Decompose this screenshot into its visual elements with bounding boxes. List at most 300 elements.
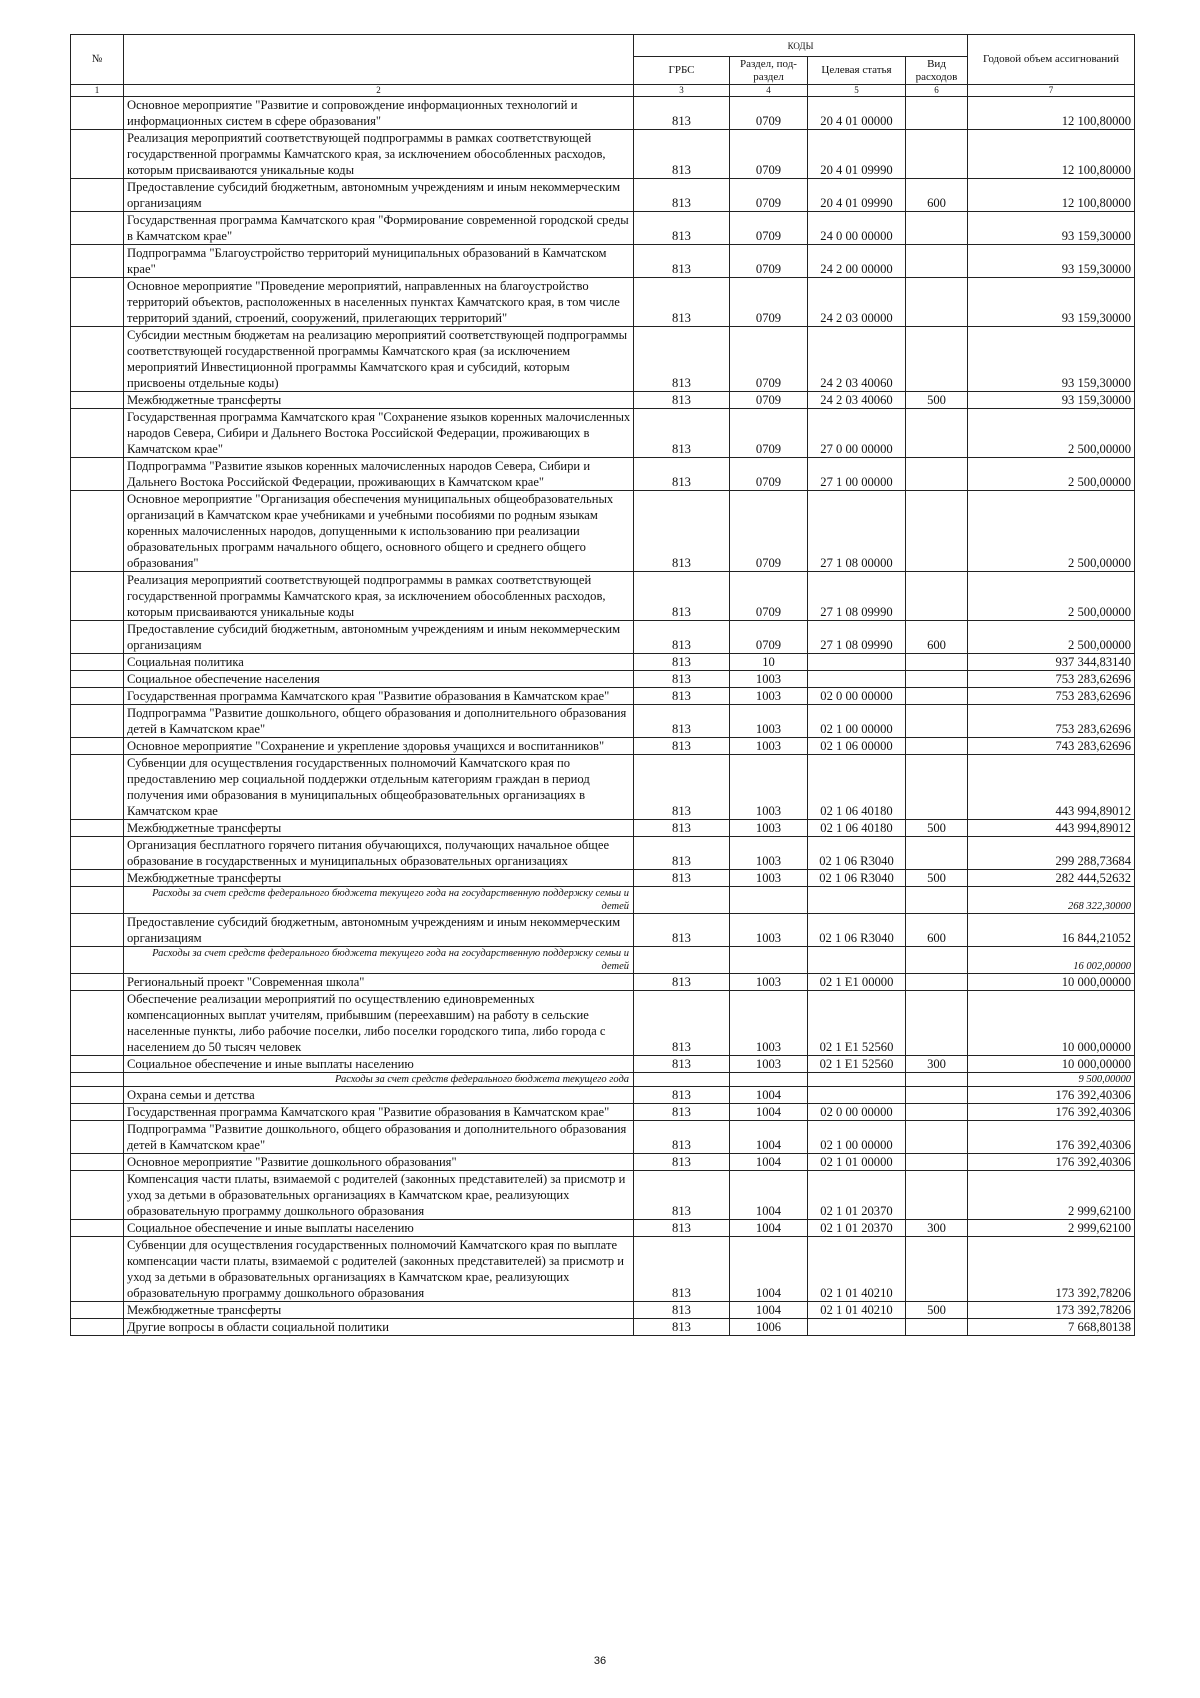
row-vid: 300 <box>906 1220 968 1237</box>
table-row <box>71 755 1135 820</box>
row-vid <box>906 1087 968 1104</box>
table-row <box>71 179 1135 212</box>
row-vid <box>906 738 968 755</box>
row-grbs: 813 <box>634 755 730 820</box>
row-number <box>71 97 124 130</box>
row-razdel: 10 <box>730 654 808 671</box>
table-header <box>71 35 1135 97</box>
row-description: Расходы за счет средств федерального бюджета текущего года на государственную поддержку семьи и детей <box>124 887 634 914</box>
row-razdel: 0709 <box>730 245 808 278</box>
row-vid <box>906 1171 968 1220</box>
row-description: Межбюджетные трансферты <box>124 820 634 837</box>
row-amount: 2 500,00000 <box>968 572 1135 621</box>
row-number <box>71 820 124 837</box>
row-grbs: 813 <box>634 974 730 991</box>
row-statya: 02 1 06 R3040 <box>808 837 906 870</box>
table-row <box>71 870 1135 887</box>
table-row <box>71 654 1135 671</box>
row-statya: 02 1 E1 52560 <box>808 1056 906 1073</box>
row-description: Социальное обеспечение и иные выплаты населению <box>124 1220 634 1237</box>
row-statya: 20 4 01 09990 <box>808 130 906 179</box>
row-grbs: 813 <box>634 1087 730 1104</box>
row-statya: 02 1 06 40180 <box>808 755 906 820</box>
row-grbs: 813 <box>634 1104 730 1121</box>
row-statya <box>808 1319 906 1336</box>
row-amount: 93 159,30000 <box>968 245 1135 278</box>
table-row <box>71 97 1135 130</box>
table-row <box>71 1121 1135 1154</box>
row-razdel: 1004 <box>730 1220 808 1237</box>
row-description: Подпрограмма "Развитие языков коренных малочисленных народов Севера, Сибири и Дальнего Востока Российской Федерации, проживающих в Камчатском крае" <box>124 458 634 491</box>
row-statya: 02 1 01 00000 <box>808 1154 906 1171</box>
row-statya: 02 1 06 40180 <box>808 820 906 837</box>
row-razdel <box>730 947 808 974</box>
header-codes: КОДЫ <box>634 35 968 57</box>
row-description: Социальная политика <box>124 654 634 671</box>
row-statya: 27 1 08 09990 <box>808 572 906 621</box>
row-statya <box>808 887 906 914</box>
row-vid <box>906 688 968 705</box>
row-razdel: 1003 <box>730 705 808 738</box>
row-amount: 176 392,40306 <box>968 1121 1135 1154</box>
row-vid <box>906 212 968 245</box>
row-grbs: 813 <box>634 1302 730 1319</box>
row-number <box>71 1154 124 1171</box>
row-amount: 173 392,78206 <box>968 1237 1135 1302</box>
row-number <box>71 1121 124 1154</box>
row-statya: 02 1 01 40210 <box>808 1302 906 1319</box>
col-num-4: 4 <box>730 85 808 97</box>
row-vid: 600 <box>906 621 968 654</box>
row-description: Основное мероприятие "Развитие и сопровождение информационных технологий и информационных систем в сфере образования" <box>124 97 634 130</box>
row-number <box>71 688 124 705</box>
row-grbs: 813 <box>634 914 730 947</box>
row-grbs: 813 <box>634 1154 730 1171</box>
row-grbs: 813 <box>634 837 730 870</box>
row-description: Реализация мероприятий соответствующей подпрограммы в рамках соответствующей государственной программы Камчатского края, за исключением обособленных расходов, которым присваиваются уникальные коды <box>124 572 634 621</box>
row-razdel: 1003 <box>730 1056 808 1073</box>
row-grbs: 813 <box>634 621 730 654</box>
row-vid <box>906 245 968 278</box>
row-statya: 02 1 01 20370 <box>808 1220 906 1237</box>
row-description: Субвенции для осуществления государственных полномочий Камчатского края по выплате компенсации части платы, взимаемой с родителей (законных представителей) за присмотр и уход за детьми в образовательных организациях в Камчатском крае, реализующих образовательную программу дошкольного образования <box>124 1237 634 1302</box>
row-razdel: 1003 <box>730 671 808 688</box>
row-razdel: 0709 <box>730 458 808 491</box>
row-number <box>71 991 124 1056</box>
row-number <box>71 572 124 621</box>
row-vid <box>906 991 968 1056</box>
table-note-row <box>71 1073 1135 1087</box>
table-row <box>71 409 1135 458</box>
row-amount: 10 000,00000 <box>968 1056 1135 1073</box>
row-grbs <box>634 1073 730 1087</box>
table-row <box>71 1319 1135 1336</box>
row-amount: 268 322,30000 <box>968 887 1135 914</box>
row-vid <box>906 947 968 974</box>
row-number <box>71 278 124 327</box>
row-number <box>71 1237 124 1302</box>
row-grbs: 813 <box>634 97 730 130</box>
row-razdel: 1003 <box>730 974 808 991</box>
row-vid <box>906 1237 968 1302</box>
row-number <box>71 458 124 491</box>
row-number <box>71 705 124 738</box>
row-number <box>71 327 124 392</box>
row-razdel: 0709 <box>730 409 808 458</box>
row-statya <box>808 654 906 671</box>
row-statya: 02 1 06 00000 <box>808 738 906 755</box>
row-razdel: 0709 <box>730 278 808 327</box>
row-vid <box>906 1104 968 1121</box>
row-vid: 600 <box>906 914 968 947</box>
row-vid <box>906 1073 968 1087</box>
row-amount: 12 100,80000 <box>968 97 1135 130</box>
row-number <box>71 671 124 688</box>
row-vid <box>906 837 968 870</box>
row-statya: 24 2 03 40060 <box>808 327 906 392</box>
row-statya: 20 4 01 09990 <box>808 179 906 212</box>
row-grbs: 813 <box>634 212 730 245</box>
row-vid <box>906 130 968 179</box>
row-number <box>71 887 124 914</box>
row-vid <box>906 887 968 914</box>
row-description: Субвенции для осуществления государственных полномочий Камчатского края по предоставлению мер социальной поддержки отдельным категориям граждан в период получения ими образования в муниципальных общеобразовательных организациях в Камчатском крае <box>124 755 634 820</box>
row-grbs: 813 <box>634 671 730 688</box>
row-description: Основное мероприятие "Проведение мероприятий, направленных на благоустройство территорий объектов, расположенных в населенных пунктах Камчатского края, в том числе территорий зданий, строений, сооружений, прилегающих территорий" <box>124 278 634 327</box>
row-vid <box>906 705 968 738</box>
table-row <box>71 837 1135 870</box>
row-number <box>71 409 124 458</box>
row-razdel: 0709 <box>730 572 808 621</box>
row-vid <box>906 491 968 572</box>
row-vid: 500 <box>906 870 968 887</box>
row-amount: 12 100,80000 <box>968 179 1135 212</box>
table-row <box>71 1237 1135 1302</box>
row-statya: 02 1 00 00000 <box>808 705 906 738</box>
row-vid <box>906 327 968 392</box>
row-statya: 02 1 00 00000 <box>808 1121 906 1154</box>
row-number <box>71 179 124 212</box>
row-statya: 02 1 06 R3040 <box>808 914 906 947</box>
row-grbs: 813 <box>634 738 730 755</box>
row-statya: 02 1 01 20370 <box>808 1171 906 1220</box>
row-vid: 500 <box>906 1302 968 1319</box>
row-amount: 2 999,62100 <box>968 1220 1135 1237</box>
row-razdel <box>730 887 808 914</box>
row-description: Государственная программа Камчатского края "Развитие образования в Камчатском крае" <box>124 1104 634 1121</box>
row-description: Организация бесплатного горячего питания обучающихся, получающих начальное общее образование в государственных и муниципальных образовательных организациях <box>124 837 634 870</box>
row-description: Основное мероприятие "Организация обеспечения муниципальных общеобразовательных организаций в Камчатском крае учебниками и учебными пособиями по родным языкам коренных малочисленных народов, допущенными к использованию при реализации образовательных программ начального общего, основного общего и среднего общего образования" <box>124 491 634 572</box>
row-description: Расходы за счет средств федерального бюджета текущего года <box>124 1073 634 1087</box>
table-row <box>71 212 1135 245</box>
table-row <box>71 974 1135 991</box>
row-number <box>71 392 124 409</box>
row-description: Государственная программа Камчатского края "Формирование современной городской среды в Камчатском крае" <box>124 212 634 245</box>
table-row <box>71 671 1135 688</box>
row-description: Реализация мероприятий соответствующей подпрограммы в рамках соответствующей государственной программы Камчатского края, за исключением обособленных расходов, которым присваиваются уникальные коды <box>124 130 634 179</box>
row-grbs: 813 <box>634 327 730 392</box>
row-razdel: 1006 <box>730 1319 808 1336</box>
row-statya: 20 4 01 00000 <box>808 97 906 130</box>
row-grbs: 813 <box>634 654 730 671</box>
table-row <box>71 458 1135 491</box>
row-amount: 2 500,00000 <box>968 621 1135 654</box>
row-description: Другие вопросы в области социальной политики <box>124 1319 634 1336</box>
row-number <box>71 1220 124 1237</box>
row-vid <box>906 974 968 991</box>
row-description: Предоставление субсидий бюджетным, автономным учреждениям и иным некоммерческим организациям <box>124 179 634 212</box>
row-amount: 10 000,00000 <box>968 974 1135 991</box>
row-description: Расходы за счет средств федерального бюджета текущего года на государственную поддержку семьи и детей <box>124 947 634 974</box>
row-amount: 93 159,30000 <box>968 327 1135 392</box>
header-name <box>124 35 634 85</box>
table-row <box>71 991 1135 1056</box>
row-number <box>71 1171 124 1220</box>
row-description: Социальное обеспечение населения <box>124 671 634 688</box>
row-razdel: 1003 <box>730 820 808 837</box>
table-row <box>71 245 1135 278</box>
row-razdel: 0709 <box>730 327 808 392</box>
row-grbs: 813 <box>634 1056 730 1073</box>
row-vid <box>906 671 968 688</box>
row-grbs: 813 <box>634 130 730 179</box>
row-number <box>71 837 124 870</box>
row-razdel: 1003 <box>730 837 808 870</box>
row-number <box>71 491 124 572</box>
budget-table <box>70 34 1135 1336</box>
row-amount: 443 994,89012 <box>968 820 1135 837</box>
header-statya: Целевая статья <box>808 57 906 85</box>
row-statya: 02 1 06 R3040 <box>808 870 906 887</box>
header-razdel: Раздел, под-раздел <box>730 57 808 85</box>
row-description: Социальное обеспечение и иные выплаты населению <box>124 1056 634 1073</box>
row-vid <box>906 458 968 491</box>
row-razdel: 1003 <box>730 914 808 947</box>
row-statya: 27 1 00 00000 <box>808 458 906 491</box>
row-vid <box>906 572 968 621</box>
row-vid <box>906 654 968 671</box>
row-amount: 7 668,80138 <box>968 1319 1135 1336</box>
table-row <box>71 1220 1135 1237</box>
row-amount: 93 159,30000 <box>968 278 1135 327</box>
row-description: Межбюджетные трансферты <box>124 1302 634 1319</box>
row-amount: 743 283,62696 <box>968 738 1135 755</box>
table-row <box>71 1087 1135 1104</box>
row-amount: 12 100,80000 <box>968 130 1135 179</box>
col-num-6: 6 <box>906 85 968 97</box>
row-description: Предоставление субсидий бюджетным, автономным учреждениям и иным некоммерческим организациям <box>124 621 634 654</box>
col-num-3: 3 <box>634 85 730 97</box>
row-number <box>71 1087 124 1104</box>
row-grbs: 813 <box>634 572 730 621</box>
col-num-7: 7 <box>968 85 1135 97</box>
row-grbs: 813 <box>634 820 730 837</box>
row-amount: 2 999,62100 <box>968 1171 1135 1220</box>
row-razdel: 1003 <box>730 991 808 1056</box>
row-grbs: 813 <box>634 392 730 409</box>
row-number <box>71 870 124 887</box>
row-number <box>71 1056 124 1073</box>
row-statya: 24 0 00 00000 <box>808 212 906 245</box>
row-grbs: 813 <box>634 1319 730 1336</box>
row-number <box>71 1104 124 1121</box>
row-description: Основное мероприятие "Сохранение и укрепление здоровья учащихся и воспитанников" <box>124 738 634 755</box>
row-razdel: 0709 <box>730 212 808 245</box>
row-grbs: 813 <box>634 491 730 572</box>
row-description: Государственная программа Камчатского края "Развитие образования в Камчатском крае" <box>124 688 634 705</box>
row-vid: 300 <box>906 1056 968 1073</box>
table-row <box>71 738 1135 755</box>
row-amount: 2 500,00000 <box>968 491 1135 572</box>
header-annual: Годовой объем ассигнований <box>968 35 1135 85</box>
row-description: Региональный проект "Современная школа" <box>124 974 634 991</box>
table-row <box>71 491 1135 572</box>
row-amount: 16 844,21052 <box>968 914 1135 947</box>
row-razdel: 0709 <box>730 491 808 572</box>
col-num-5: 5 <box>808 85 906 97</box>
row-statya: 27 1 08 00000 <box>808 491 906 572</box>
row-description: Основное мероприятие "Развитие дошкольного образования" <box>124 1154 634 1171</box>
row-amount: 93 159,30000 <box>968 212 1135 245</box>
row-amount: 282 444,52632 <box>968 870 1135 887</box>
table-row <box>71 1302 1135 1319</box>
row-amount: 93 159,30000 <box>968 392 1135 409</box>
table-row <box>71 1056 1135 1073</box>
page-number: 36 <box>593 1655 607 1667</box>
row-razdel: 1004 <box>730 1302 808 1319</box>
table-row <box>71 1171 1135 1220</box>
row-amount: 2 500,00000 <box>968 409 1135 458</box>
row-statya: 02 0 00 00000 <box>808 688 906 705</box>
row-amount: 753 283,62696 <box>968 671 1135 688</box>
row-amount: 2 500,00000 <box>968 458 1135 491</box>
col-num-1: 1 <box>71 85 124 97</box>
row-amount: 753 283,62696 <box>968 705 1135 738</box>
row-description: Субсидии местным бюджетам на реализацию мероприятий соответствующей подпрограммы соответствующей государственной программы Камчатского края (за исключением мероприятий Инвестиционной программы Камчатского края и субсидий, которым присвоены отдельные коды) <box>124 327 634 392</box>
table-row <box>71 621 1135 654</box>
table-row <box>71 820 1135 837</box>
table-row <box>71 130 1135 179</box>
row-vid <box>906 278 968 327</box>
row-number <box>71 654 124 671</box>
row-number <box>71 245 124 278</box>
header-vid: Вид расходов <box>906 57 968 85</box>
header-grbs: ГРБС <box>634 57 730 85</box>
row-razdel: 1004 <box>730 1104 808 1121</box>
row-razdel: 1003 <box>730 755 808 820</box>
table-row <box>71 1104 1135 1121</box>
header-no: № <box>71 35 124 85</box>
row-description: Подпрограмма "Развитие дошкольного, общего образования и дополнительного образования детей в Камчатском крае" <box>124 1121 634 1154</box>
row-vid <box>906 1154 968 1171</box>
row-statya <box>808 947 906 974</box>
row-amount: 443 994,89012 <box>968 755 1135 820</box>
row-vid: 500 <box>906 392 968 409</box>
row-number <box>71 738 124 755</box>
row-statya <box>808 671 906 688</box>
row-number <box>71 914 124 947</box>
row-amount: 176 392,40306 <box>968 1104 1135 1121</box>
row-grbs: 813 <box>634 1220 730 1237</box>
row-statya: 02 0 00 00000 <box>808 1104 906 1121</box>
row-vid <box>906 1319 968 1336</box>
table-row <box>71 705 1135 738</box>
budget-sheet <box>70 34 1134 1336</box>
row-amount: 753 283,62696 <box>968 688 1135 705</box>
row-grbs: 813 <box>634 1121 730 1154</box>
row-vid: 600 <box>906 179 968 212</box>
row-vid <box>906 409 968 458</box>
table-note-row <box>71 947 1135 974</box>
row-description: Охрана семьи и детства <box>124 1087 634 1104</box>
row-grbs: 813 <box>634 870 730 887</box>
row-statya: 24 2 00 00000 <box>808 245 906 278</box>
row-vid: 500 <box>906 820 968 837</box>
row-amount: 10 000,00000 <box>968 991 1135 1056</box>
row-description: Подпрограмма "Благоустройство территорий муниципальных образований в Камчатском крае" <box>124 245 634 278</box>
row-number <box>71 974 124 991</box>
row-grbs <box>634 887 730 914</box>
row-amount: 176 392,40306 <box>968 1154 1135 1171</box>
row-grbs: 813 <box>634 705 730 738</box>
table-row <box>71 327 1135 392</box>
row-amount: 937 344,83140 <box>968 654 1135 671</box>
row-amount: 176 392,40306 <box>968 1087 1135 1104</box>
row-vid <box>906 755 968 820</box>
row-statya: 24 2 03 40060 <box>808 392 906 409</box>
row-description: Обеспечение реализации мероприятий по осуществлению единовременных компенсационных выплат учителям, прибывшим (переехавшим) на работу в сельские населенные пункты, либо рабочие поселки, либо поселки городского типа, либо города с населением до 50 тысяч человек <box>124 991 634 1056</box>
row-number <box>71 1319 124 1336</box>
row-grbs: 813 <box>634 179 730 212</box>
row-statya <box>808 1087 906 1104</box>
table-row <box>71 914 1135 947</box>
row-razdel: 1004 <box>730 1121 808 1154</box>
row-grbs: 813 <box>634 1171 730 1220</box>
row-razdel: 1004 <box>730 1087 808 1104</box>
row-razdel: 1004 <box>730 1154 808 1171</box>
row-razdel: 0709 <box>730 97 808 130</box>
row-description: Межбюджетные трансферты <box>124 870 634 887</box>
row-number <box>71 1302 124 1319</box>
row-razdel: 1003 <box>730 688 808 705</box>
row-number <box>71 755 124 820</box>
row-razdel: 0709 <box>730 621 808 654</box>
row-grbs: 813 <box>634 1237 730 1302</box>
table-row <box>71 1154 1135 1171</box>
row-amount: 9 500,00000 <box>968 1073 1135 1087</box>
row-number <box>71 212 124 245</box>
col-num-2: 2 <box>124 85 634 97</box>
row-number <box>71 947 124 974</box>
table-note-row <box>71 887 1135 914</box>
row-razdel: 0709 <box>730 392 808 409</box>
row-amount: 299 288,73684 <box>968 837 1135 870</box>
row-number <box>71 1073 124 1087</box>
row-grbs: 813 <box>634 688 730 705</box>
row-statya: 02 1 E1 52560 <box>808 991 906 1056</box>
table-body <box>71 97 1135 1336</box>
table-row <box>71 688 1135 705</box>
row-razdel: 1003 <box>730 738 808 755</box>
row-vid <box>906 97 968 130</box>
row-razdel <box>730 1073 808 1087</box>
row-statya <box>808 1073 906 1087</box>
row-description: Компенсация части платы, взимаемой с родителей (законных представителей) за присмотр и уход за детьми в образовательных организациях в Камчатском крае, реализующих образовательную программу дошкольного образования <box>124 1171 634 1220</box>
row-statya: 27 1 08 09990 <box>808 621 906 654</box>
row-description: Межбюджетные трансферты <box>124 392 634 409</box>
row-statya: 24 2 03 00000 <box>808 278 906 327</box>
row-description: Предоставление субсидий бюджетным, автономным учреждениям и иным некоммерческим организациям <box>124 914 634 947</box>
